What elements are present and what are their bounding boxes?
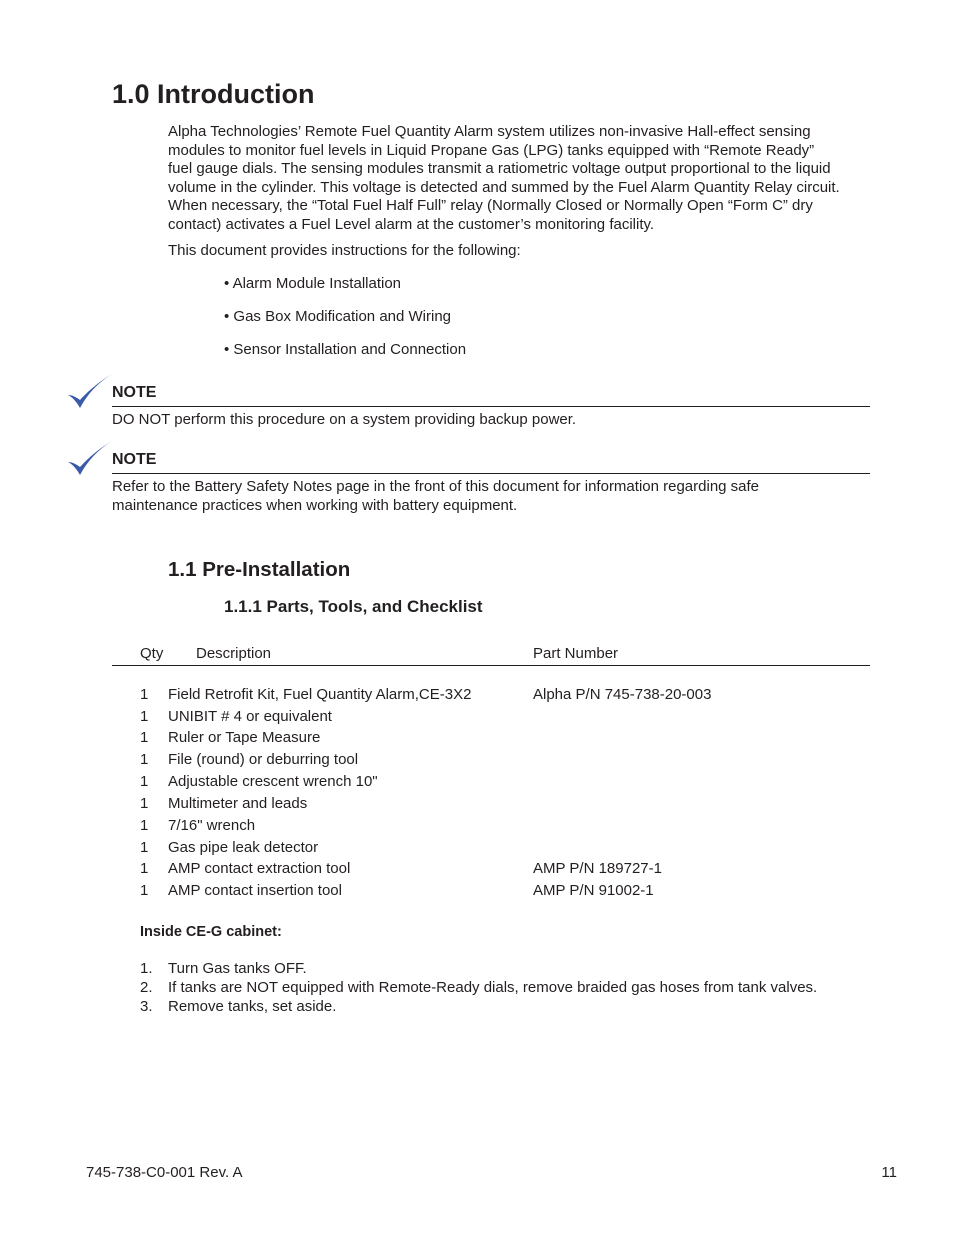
bullet-item: • Alarm Module Installation [224, 275, 402, 292]
note-title: NOTE [112, 451, 157, 468]
row-description: File (round) or deburring tool [168, 751, 359, 768]
row-description: AMP contact extraction tool [168, 860, 351, 877]
note-line: Refer to the Battery Safety Notes page in the front of this document for information regarding safe [112, 478, 760, 495]
row-description: Adjustable crescent wrench 10" [168, 773, 378, 790]
row-qty: 1 [140, 686, 149, 703]
row-qty: 1 [140, 839, 149, 856]
footer-doc-number: 745-738-C0-001 Rev. A [86, 1164, 243, 1181]
intro-line: modules to monitor fuel levels in Liquid Propane Gas (LPG) tanks equipped with “Remote Ready” [168, 141, 815, 159]
step-text: If tanks are NOT equipped with Remote-Ready dials, remove braided gas hoses from tank valves. [168, 979, 818, 996]
row-qty: 1 [140, 729, 149, 746]
note-line: maintenance practices when working with battery equipment. [112, 497, 518, 514]
intro-lead: This document provides instructions for the following: [168, 242, 521, 259]
table-row [140, 795, 870, 817]
table-row [140, 860, 870, 882]
row-qty: 1 [140, 817, 149, 834]
table-row [140, 773, 870, 795]
table-row [140, 751, 870, 773]
intro-line: fuel gauge dials. The sensing modules transmit a ratiometric voltage output proportional to the liquid [168, 160, 831, 178]
footer-page-number: 11 [881, 1164, 897, 1181]
row-qty: 1 [140, 882, 149, 899]
note-divider [112, 406, 870, 407]
step-text: Remove tanks, set aside. [168, 998, 337, 1015]
note-divider [112, 473, 870, 474]
table-row [140, 729, 870, 751]
row-description: AMP contact insertion tool [168, 882, 342, 899]
table-row [140, 686, 870, 708]
row-description: UNIBIT # 4 or equivalent [168, 708, 332, 725]
row-part-number: AMP P/N 91002-1 [533, 882, 654, 899]
row-qty: 1 [140, 708, 149, 725]
column-header-description: Description [196, 645, 272, 662]
step-number: 3. [140, 998, 153, 1015]
check-icon [66, 440, 114, 480]
subsection-heading: 1.1.1 Parts, Tools, and Checklist [224, 597, 483, 616]
intro-line: When necessary, the “Total Fuel Half Full” relay (Normally Closed or Normally Open “Form C” dry [168, 197, 813, 215]
section-heading: 1.1 Pre-Installation [168, 558, 351, 581]
table-row [140, 882, 870, 904]
check-icon [66, 373, 114, 413]
note-text [112, 477, 759, 515]
column-header-qty: Qty [140, 645, 164, 662]
row-qty: 1 [140, 860, 149, 877]
intro-line: Alpha Technologies’ Remote Fuel Quantity Alarm system utilizes non-invasive Hall-effect sensing [168, 123, 811, 140]
table-row [140, 839, 870, 861]
bullet-item: • Gas Box Modification and Wiring [224, 308, 452, 325]
row-description: Field Retrofit Kit, Fuel Quantity Alarm,CE-3X2 [168, 686, 472, 703]
table-row [140, 708, 870, 730]
step-number: 2. [140, 979, 153, 996]
table-header-divider [112, 665, 870, 666]
intro-paragraph [168, 123, 878, 235]
row-description: Multimeter and leads [168, 795, 308, 812]
intro-line: volume in the cylinder. This voltage is detected and summed by the Fuel Alarm Quantity Relay circuit. [168, 178, 840, 196]
row-qty: 1 [140, 751, 149, 768]
row-qty: 1 [140, 773, 149, 790]
row-qty: 1 [140, 795, 149, 812]
note-line: DO NOT perform this procedure on a system providing backup power. [112, 411, 577, 428]
row-description: Gas pipe leak detector [168, 839, 319, 856]
table-row [140, 817, 870, 839]
note-text [112, 410, 576, 429]
row-part-number: AMP P/N 189727-1 [533, 860, 662, 877]
row-part-number: Alpha P/N 745-738-20-003 [533, 686, 712, 703]
page-title: 1.0 Introduction [112, 79, 315, 109]
step-text: Turn Gas tanks OFF. [168, 960, 307, 977]
intro-line: contact) activates a Fuel Level alarm at the customer’s monitoring facility. [168, 215, 655, 233]
row-description: 7/16" wrench [168, 817, 256, 834]
row-description: Ruler or Tape Measure [168, 729, 321, 746]
step-number: 1. [140, 960, 153, 977]
note-title: NOTE [112, 384, 157, 401]
cabinet-heading: Inside CE-G cabinet: [140, 924, 282, 940]
column-header-part-number: Part Number [533, 645, 619, 662]
bullet-item: • Sensor Installation and Connection [224, 341, 467, 358]
